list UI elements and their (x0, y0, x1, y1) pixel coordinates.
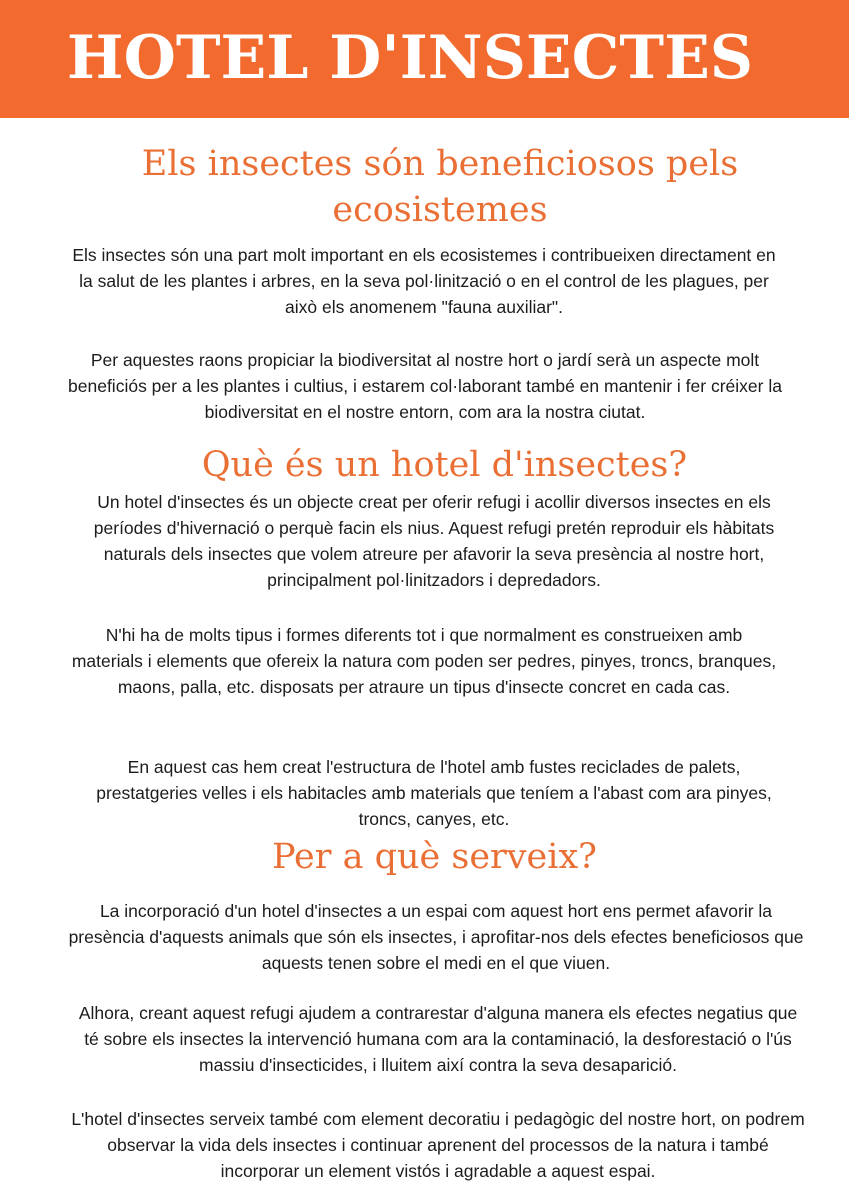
section-heading-what-is-hotel: Què és un hotel d'insectes? (201, 445, 688, 485)
title-banner (0, 0, 849, 118)
paragraph-purpose-educational: L'hotel d'insectes serveix també com element decoratiu i pedagògic del nostre hort, on podrem observar la vida dels insectes i continuar aprenent del processos de la natura i també incorporar un element vistós i agradable a aquest espai. (71, 1109, 805, 1181)
paragraph-hotel-types: N'hi ha de molts tipus i formes diferents tot i que normalment es construeixen amb materials i elements que ofereix la natura com poden ser pedres, pinyes, troncs, branques, maons, palla, etc. disposats per atraure un tipus d'insecte concret en cada cas. (71, 625, 777, 697)
section-heading-beneficial-insects: Els insectes són beneficiosos pels ecosistemes (141, 144, 739, 230)
section-heading-purpose: Per a què serveix? (272, 837, 597, 877)
paragraph-purpose-counteract: Alhora, creant aquest refugi ajudem a contrarestar d'alguna manera els efectes negatius que té sobre els insectes la intervenció humana com ara la contaminació, la desforestació o l'ús massiu d'insecticides, i lluitem així contra la seva desaparició. (78, 1003, 798, 1075)
page-title: HOTEL D'INSECTES (66, 23, 754, 93)
paragraph-hotel-construction: En aquest cas hem creat l'estructura de l'hotel amb fustes reciclades de palets, prestatgeries velles i els habitacles amb materials que teníem a l'abast com ara pinyes, troncs, canyes, etc. (96, 757, 772, 829)
paragraph-biodiversity: Per aquestes raons propiciar la biodiversitat al nostre hort o jardí serà un aspecte molt beneficiós per a les plantes i cultius, i estarem col·laborant també en mantenir i fer créixer la biodiversitat en el nostre entorn, com ara la nostra ciutat. (68, 350, 782, 422)
paragraph-hotel-definition: Un hotel d'insectes és un objecte creat per oferir refugi i acollir diversos insectes en els períodes d'hivernació o perquè facin els nius. Aquest refugi pretén reproduir els hàbitats naturals dels insectes que volem atreure per afavorir la seva presència al nostre hort, principalment pol·linitzadors i depredadors. (93, 492, 775, 590)
paragraph-purpose-presence: La incorporació d'un hotel d'insectes a un espai com aquest hort ens permet afavorir la presència d'aquests animals que són els insectes, i aprofitar-nos dels efectes beneficiosos que aquests tenen sobre el medi en el que viuen. (68, 901, 804, 973)
paragraph-insects-importance: Els insectes són una part molt important en els ecosistemes i contribueixen directament en la salut de les plantes i arbres, en la seva pol·linització o en el control de les plagues, per això els anomenem "fauna auxiliar". (72, 245, 776, 317)
